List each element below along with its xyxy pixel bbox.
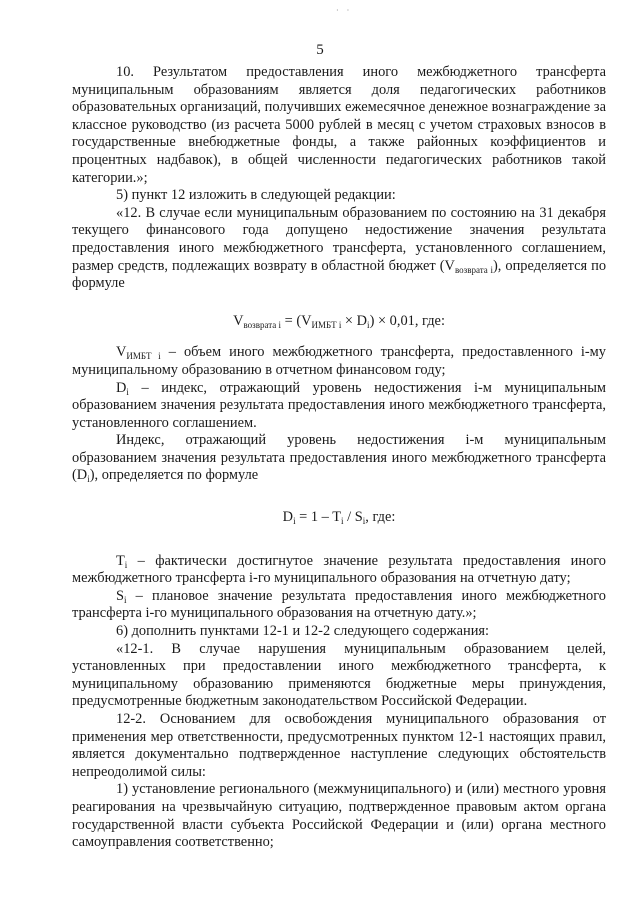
formula-part: = 1 – T	[295, 509, 342, 526]
paragraph-index-tail: ), определяется по формуле	[89, 467, 259, 484]
formula-symbol: D	[116, 379, 127, 396]
subscript: ИМБТ i	[126, 351, 161, 362]
subscript: i	[341, 516, 344, 527]
subscript: возврата i	[454, 264, 493, 275]
definition-v-imbt	[72, 344, 606, 379]
paragraph-item-12-tail: ), определяется по формуле	[72, 257, 607, 292]
paragraph-amendment-6: 6) дополнить пунктами 12-1 и 12-2 следующего содержания:	[116, 623, 490, 640]
subscript: i	[124, 594, 127, 605]
formula-symbol: D	[282, 509, 294, 526]
formula-symbol: V	[116, 344, 127, 361]
paragraph-item-12-1: «12-1. В случае нарушения муниципальным образованием целей, установленных при предоставлении иного межбюджетного трансферта, к муниципальному образованию применяются бюджетные меры принуждения, предусмотренные бюджетным законодательством Российской Федерации.	[72, 640, 606, 710]
subscript: i	[293, 516, 296, 527]
formula-refund	[72, 313, 606, 331]
subscript: i	[362, 516, 366, 527]
paragraph-amendment-5: 5) пункт 12 изложить в следующей редакции:	[116, 187, 396, 204]
paragraph-subitem-1: 1) установление регионального (межмуниципального) и (или) местного уровня реагирования на чрезвычайную ситуацию, подтвержденное правовым актом органа государственной власти субъекта Российской Федерации и (или) органа местного самоуправления соответственно;	[72, 781, 606, 851]
formula-symbol: V	[233, 312, 244, 329]
paragraph-item-10: 10. Результатом предоставления иного межбюджетного трансферта муниципальным образованиям является доля педагогических работников образовательных организаций, получивших ежемесячное денежное вознаграждение за классное руководство (из расчета 5000 рублей в месяц с учетом страховых взносов в государственные внебюджетные фонды, а также районных коэффициентов и процентных надбавок), в общей численности педагогических работников такой категории.»;	[72, 64, 606, 186]
formula-index	[72, 509, 606, 527]
definition-s	[72, 588, 606, 623]
formula-symbol: S	[116, 587, 125, 604]
definition-text: – плановое значение результата предоставления иного межбюджетного трансферта i-го муниципального образования на отчетную дату.»;	[72, 587, 606, 622]
paragraph-item-12-2: 12-2. Основанием для освобождения муниципального образования от применения мер ответственности, предусмотренных пунктом 12-1 настоящих правил, является документально подтвержденное наступление следующих обстоятельств непреодолимой силы:	[72, 711, 606, 780]
formula-part: / S	[343, 509, 363, 526]
subscript: i	[87, 474, 90, 485]
paragraph-index-text: Индекс, отражающий уровень недостижения i-м муниципальным образованием значения результата предоставления иного межбюджетного трансферта (D	[72, 432, 606, 484]
subscript: ИМБТ i	[311, 319, 342, 330]
paragraph-index	[72, 432, 606, 485]
definition-t	[72, 553, 606, 588]
definition-text: – индекс, отражающий уровень недостижения i-м муниципальным образованием значения результата предоставления иного межбюджетного трансферта, установленного соглашением.	[72, 379, 606, 431]
formula-part: × D	[341, 312, 368, 329]
subscript: i	[367, 319, 370, 330]
document-body	[72, 64, 606, 852]
subscript: i	[126, 386, 129, 397]
formula-part: ) × 0,01, где:	[369, 312, 445, 329]
formula-part: = (V	[281, 312, 312, 329]
subscript: i	[124, 559, 128, 570]
page-number: 5	[316, 42, 324, 58]
definition-d	[72, 380, 606, 433]
paragraph-item-12-text: «12. В случае если муниципальным образованием по состоянию на 31 декабря текущего финансового года допущено недостижение значения результата предоставления иного межбюджетного трансферта, установленного соглашением, размер средств, подлежащих возврату в областной бюджет (V	[72, 204, 606, 274]
subscript: возврата i	[243, 319, 282, 330]
formula-symbol: T	[116, 552, 125, 569]
paragraph-item-12	[72, 205, 606, 293]
scan-artifact: · ·	[336, 6, 353, 15]
formula-part: , где:	[365, 509, 396, 526]
definition-text: – объем иного межбюджетного трансферта, предоставленного i-му муниципальному образованию в отчетном финансовом году;	[72, 344, 606, 378]
definition-text: – фактически достигнутое значение результата предоставления иного межбюджетного трансферта i-го муниципального образования на отчетную дату;	[72, 552, 606, 587]
